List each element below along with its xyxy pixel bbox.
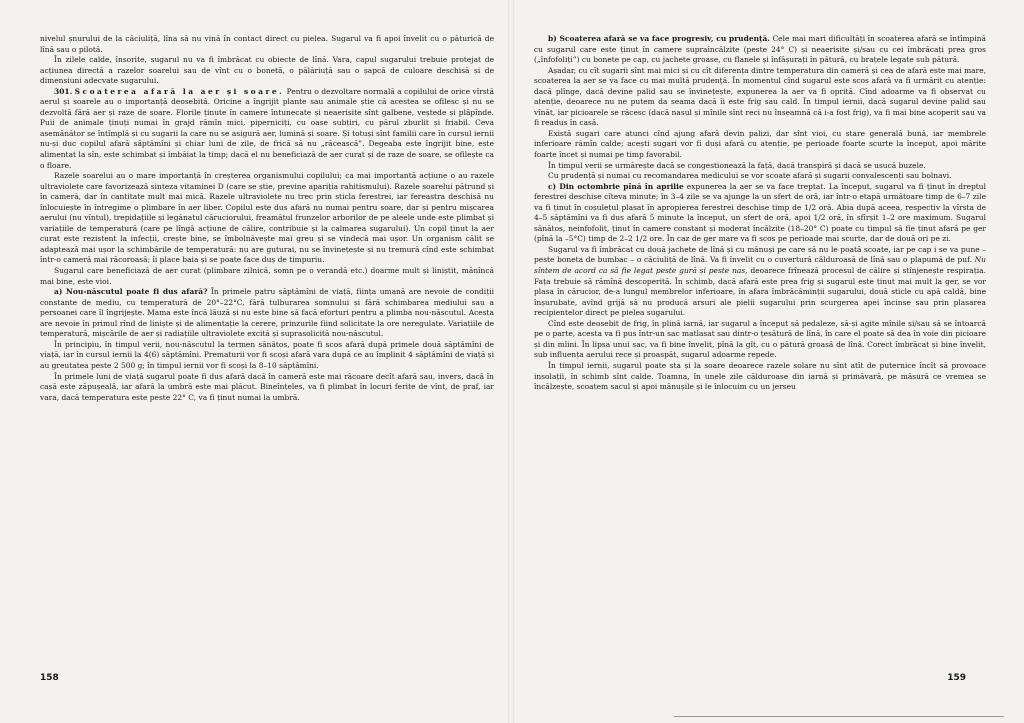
subsection-text: În primele patru săptămîni de viață, ființa umană are nevoie de condiții constante de mediu, cu temperatură de 20°–22°C, fără tulburarea somnului și fără schimbarea mediului sau a persoanei care îl îngrijește. Mama este încă lăuză și nu este bine să facă eforturi pentru a plimba nou-născutul. Acesta are nevoie în primul rînd de liniște și de alimentație la cerere, prinzurile fiind solicitate la ore neregulate. Variațiile de temperatură, mișcările de aer și radiațiile ultraviolete excită și suprasolicită nou-născutul.	[40, 287, 494, 339]
text-run: deoarece frînează procesul de călire și stînjenește respirația. Fața trebuie să rămînă descoperită. În schimb, dacă afară este prea frig și sugarul este ținut mai mult la ger, se vor plasa în cărucior, de-a lungul membrelor inferioare, în afara îmbrăcăminții sugarului, două sticle cu apă caldă, bine înșurubate, avînd grijă să nu producă arsuri ale pielii sugarului prin scurgerea apei încinse sau prin plasarea recipientelor direct pe pielea sugarului.	[534, 266, 987, 318]
paragraph: Cînd este deosebit de frig, în plină iarnă, iar sugarul a început să pedaleze, să-și agite mînile și/sau să se întoarcă pe o parte, acesta va fi pus într-un sac matlasat sau dintr-o țesătură de lînă, în care el poate să dea în voie din picioare și din mîini. În lipsa unui sac, va fi bine învelit, pînă la gît, cu o pătură groasă de lînă. Corect îmbrăcat și bine învelit, sub influența aerului rece și proaspăt, sugarul adoarme repede.	[534, 318, 986, 360]
subsection-heading: b) Scoaterea afară se va face progresiv, cu prudență.	[548, 34, 770, 43]
scan-edge-line	[674, 716, 1004, 717]
subsection-a	[40, 287, 494, 340]
paragraph: Razele soarelui au o mare importanță în creșterea organismului copilului; ca mai importantă acțiune o au razele ultraviolete care favorizează sinteza vitaminei D (care se știe, previne apariția rahitismului). Razele soarelui pătrund și în cameră, dar în cantitate mult mai mică. Razele ultraviolete nu trec prin sticla ferestrei, iar fereastra deschisă nu înlocuiește în întregime o plimbare în aer liber. Copilul este dus afară nu numai pentru soare, dar și pentru mișcarea aerului (nu vîntul), trepidațiile și legănatul căruciorului, freamătul frunzelor arborilor de pe aleele unde este plimbat și variațiile de temperatură (care pe lîngă acțiune de călire, contribuie și la calmarea sugarului). Un copil ținut la aer curat este rezistent la infecții, crește bine, se îmbolnăvește mai greu și se vindecă mai ușor. Un organism călit se adaptează mai ușor la schimbările de temperatură: nu are guturai, nu se învinețește și nu tremură cînd este schimbat într-o cameră mai răcoroasă; îi place baia și se poate face duș de timpuriu.	[40, 171, 494, 265]
right-page	[512, 0, 1024, 723]
paragraph: În principiu, în timpul verii, nou-născutul la termen sănătos, poate fi scos afară după primele două săptămîni de viață, iar în cursul iernii la 4(6) săptămîni. Prematurii vor fi scoși afară vara după ce au împlinit 4 săptămîni de viață și au greutatea peste 2 500 g; în timpul iernii vor fi scoși la 8–10 săptămîni.	[40, 339, 494, 370]
left-page	[0, 0, 510, 723]
section-title: Scoaterea afară la aer și soare.	[74, 86, 285, 96]
paragraph: Cu prudență și numai cu recomandarea medicului se vor scoate afară și sugarii convalescenți sau bolnavi.	[548, 171, 952, 181]
paragraph: Sugarul care beneficiază de aer curat (plimbare zilnică, somn pe o verandă etc.) doarme mult și liniștit, mănîncă mai bine, este vioi.	[40, 266, 494, 286]
section-number: 301.	[54, 86, 73, 96]
paragraph: nivelul șnurului de la căciuliță, lîna să nu vină în contact direct cu pielea. Sugarul va fi apoi învelit cu o păturică de lînă sau o pilotă.	[40, 34, 494, 54]
subsection-c	[534, 182, 986, 245]
subsection-heading: a) Nou-născutul poate fi dus afară?	[54, 287, 208, 297]
paragraph: În timpul verii se urmărește dacă se congestionează la față, dacă transpiră și dacă se usucă buzele.	[548, 160, 926, 170]
section-text: Pentru o dezvoltare normală a copilului de orice vîrstă aerul și soarele au o importanță deosebită. Oricine a îngrijit plante sau animale știe că acestea se ofilesc și nu se dezvoltă fără aer și raze de soare. Florile ținute în camere întunecate și neaerisite sînt galbene, veștede și plăpînde. Puii de animale ținuți numai în grajd rămîn mici, piperniciți, cu oase subțiri, cu părul zburlit și friabil. Ceva asemănător se întîmplă și cu sugarii la care nu se asigură aer, lumină și soare. Și totuși sînt familii care în cursul iernii nu-și duc copilul afară săptămîni și chiar luni de zile, de frică să nu „răcească”. Degeaba este îngrijit bine, este alimentat la sîn, este schimbat și îmbăiat la timp; dacă el nu beneficiază de aer curat și de raze de soare, se ofilește ca o floare.	[40, 86, 494, 170]
page-number: 158	[40, 673, 59, 683]
paragraph: În timpul iernii, sugarul poate sta și la soare deoarece razele solare nu sînt atît de puternice încît să provoace insolații, în schimb sînt calde. Toamna, în unele zile călduroase din iarnă și primăvară, pe măsură ce vremea se încălzește, scoatem sacul și apoi mănușile și le înlocuim cu un jerseu	[534, 360, 986, 392]
paragraph: Așadar, cu cît sugarii sînt mai mici și cu cît diferența dintre temperatura din cameră și cea de afară este mai mare, scoaterea la aer se va face cu mai multă prudență. În momentul cînd sugarul este scos afară va fi urmărit cu atenție: dacă plînge, dacă devine palid sau se învinețește, expunerea la aer va fi oprită. Cînd adoarme va fi observat cu atenție, deoarece nu ne putem da seama dacă îi este frig sau cald. În timpul iernii, dacă sugarul devine palid sau vînăt, iar picioarele se răcesc (dacă nasul și mînile sînt reci nu înseamnă că i-a fost frig), va fi mai bine acoperit sau va fi readus în casă.	[534, 65, 986, 128]
subsection-heading: c) Din octombrie pînă în aprilie	[548, 181, 684, 191]
paragraph	[534, 245, 986, 319]
subsection-text: Cele mai mari dificultăți în scoaterea afară se întîmpină cu sugarul care este ținut în camere supraîncălzite (peste 24° C) și neaerisite și/sau cu cei îmbrăcați prea gros („înfofoliți”) cu bonete pe cap, cu jachete groase, cu flanele și înfășurați în pătură, cu brațele legate sub pătură.	[534, 34, 986, 65]
section-301	[40, 87, 494, 171]
paragraph: Există sugari care atunci cînd ajung afară devin palizi, dar sînt vioi, cu stare generală bună, iar membrele inferioare rămîn calde; acești sugari vor fi duși afară cu atenție, pe perioade foarte scurte la început, apoi mărite foarte încet și numai pe timp favorabil.	[534, 128, 986, 160]
text-run: Sugarul va fi îmbrăcat cu două jachete de lînă și cu mănuși pe care să nu le poată scoate, iar pe cap i se va pune – peste boneta de bumbac – o căciuliță de lînă. Va fi învelit cu o cuvertură călduroasă de lînă sau o plapumă de puf.	[534, 244, 986, 265]
paragraph: În zilele calde, însorite, sugarul nu va fi îmbrăcat cu obiecte de lînă. Vara, capul sugarului trebuie protejat de acțiunea directă a razelor soarelui sau de vînt cu o bonetă, o pălăriuță sau o șapcă de culoare deschisă și de dimensiuni adecvate sugarului.	[40, 55, 494, 86]
subsection-b	[534, 34, 986, 66]
page-number: 159	[947, 673, 966, 683]
subsection-text: expunerea la aer se va face treptat. La început, sugarul va fi ținut în dreptul ferestrei deschise cîteva minute; în 3–4 zile se va ajunge la un sfert de oră, iar într-o etapă următoare timp de 6–7 zile va fi ținut în coșulețul plasat în apropierea ferestrei deschise timp de 1/2 oră. Abia după aceea, respectiv la vîrsta de 4–5 săptămîni va fi dus afară 5 minute la început, un sfert de oră, apoi 1/2 oră, în sfîrșit 1–2 ore maximum. Sugarul sănătos, neinfofolit, ținut în camere constant și moderat încălzite (18–20° C) poate cu timpul să fie ținut afară pe ger (pînă la –5°C) timp de 2–2 1/2 ore. În caz de ger mare va fi scos pe perioade mai scurte, dar de două ori pe zi.	[534, 181, 986, 244]
italic-text-run: Nu sîntem de acord ca să fie legat peste gură și peste nas,	[534, 255, 986, 276]
paragraph: În primele luni de viață sugarul poate fi dus afară dacă în cameră este mai răcoare decît afară sau, invers, dacă în casă este zăpușeală, iar afară la umbră este mai plăcut. Bineînțeles, va fi plimbat în locuri ferite de vînt, de praf, iar vara, dacă temperatura este peste 22° C, va fi ținut numai la umbră.	[40, 371, 494, 402]
